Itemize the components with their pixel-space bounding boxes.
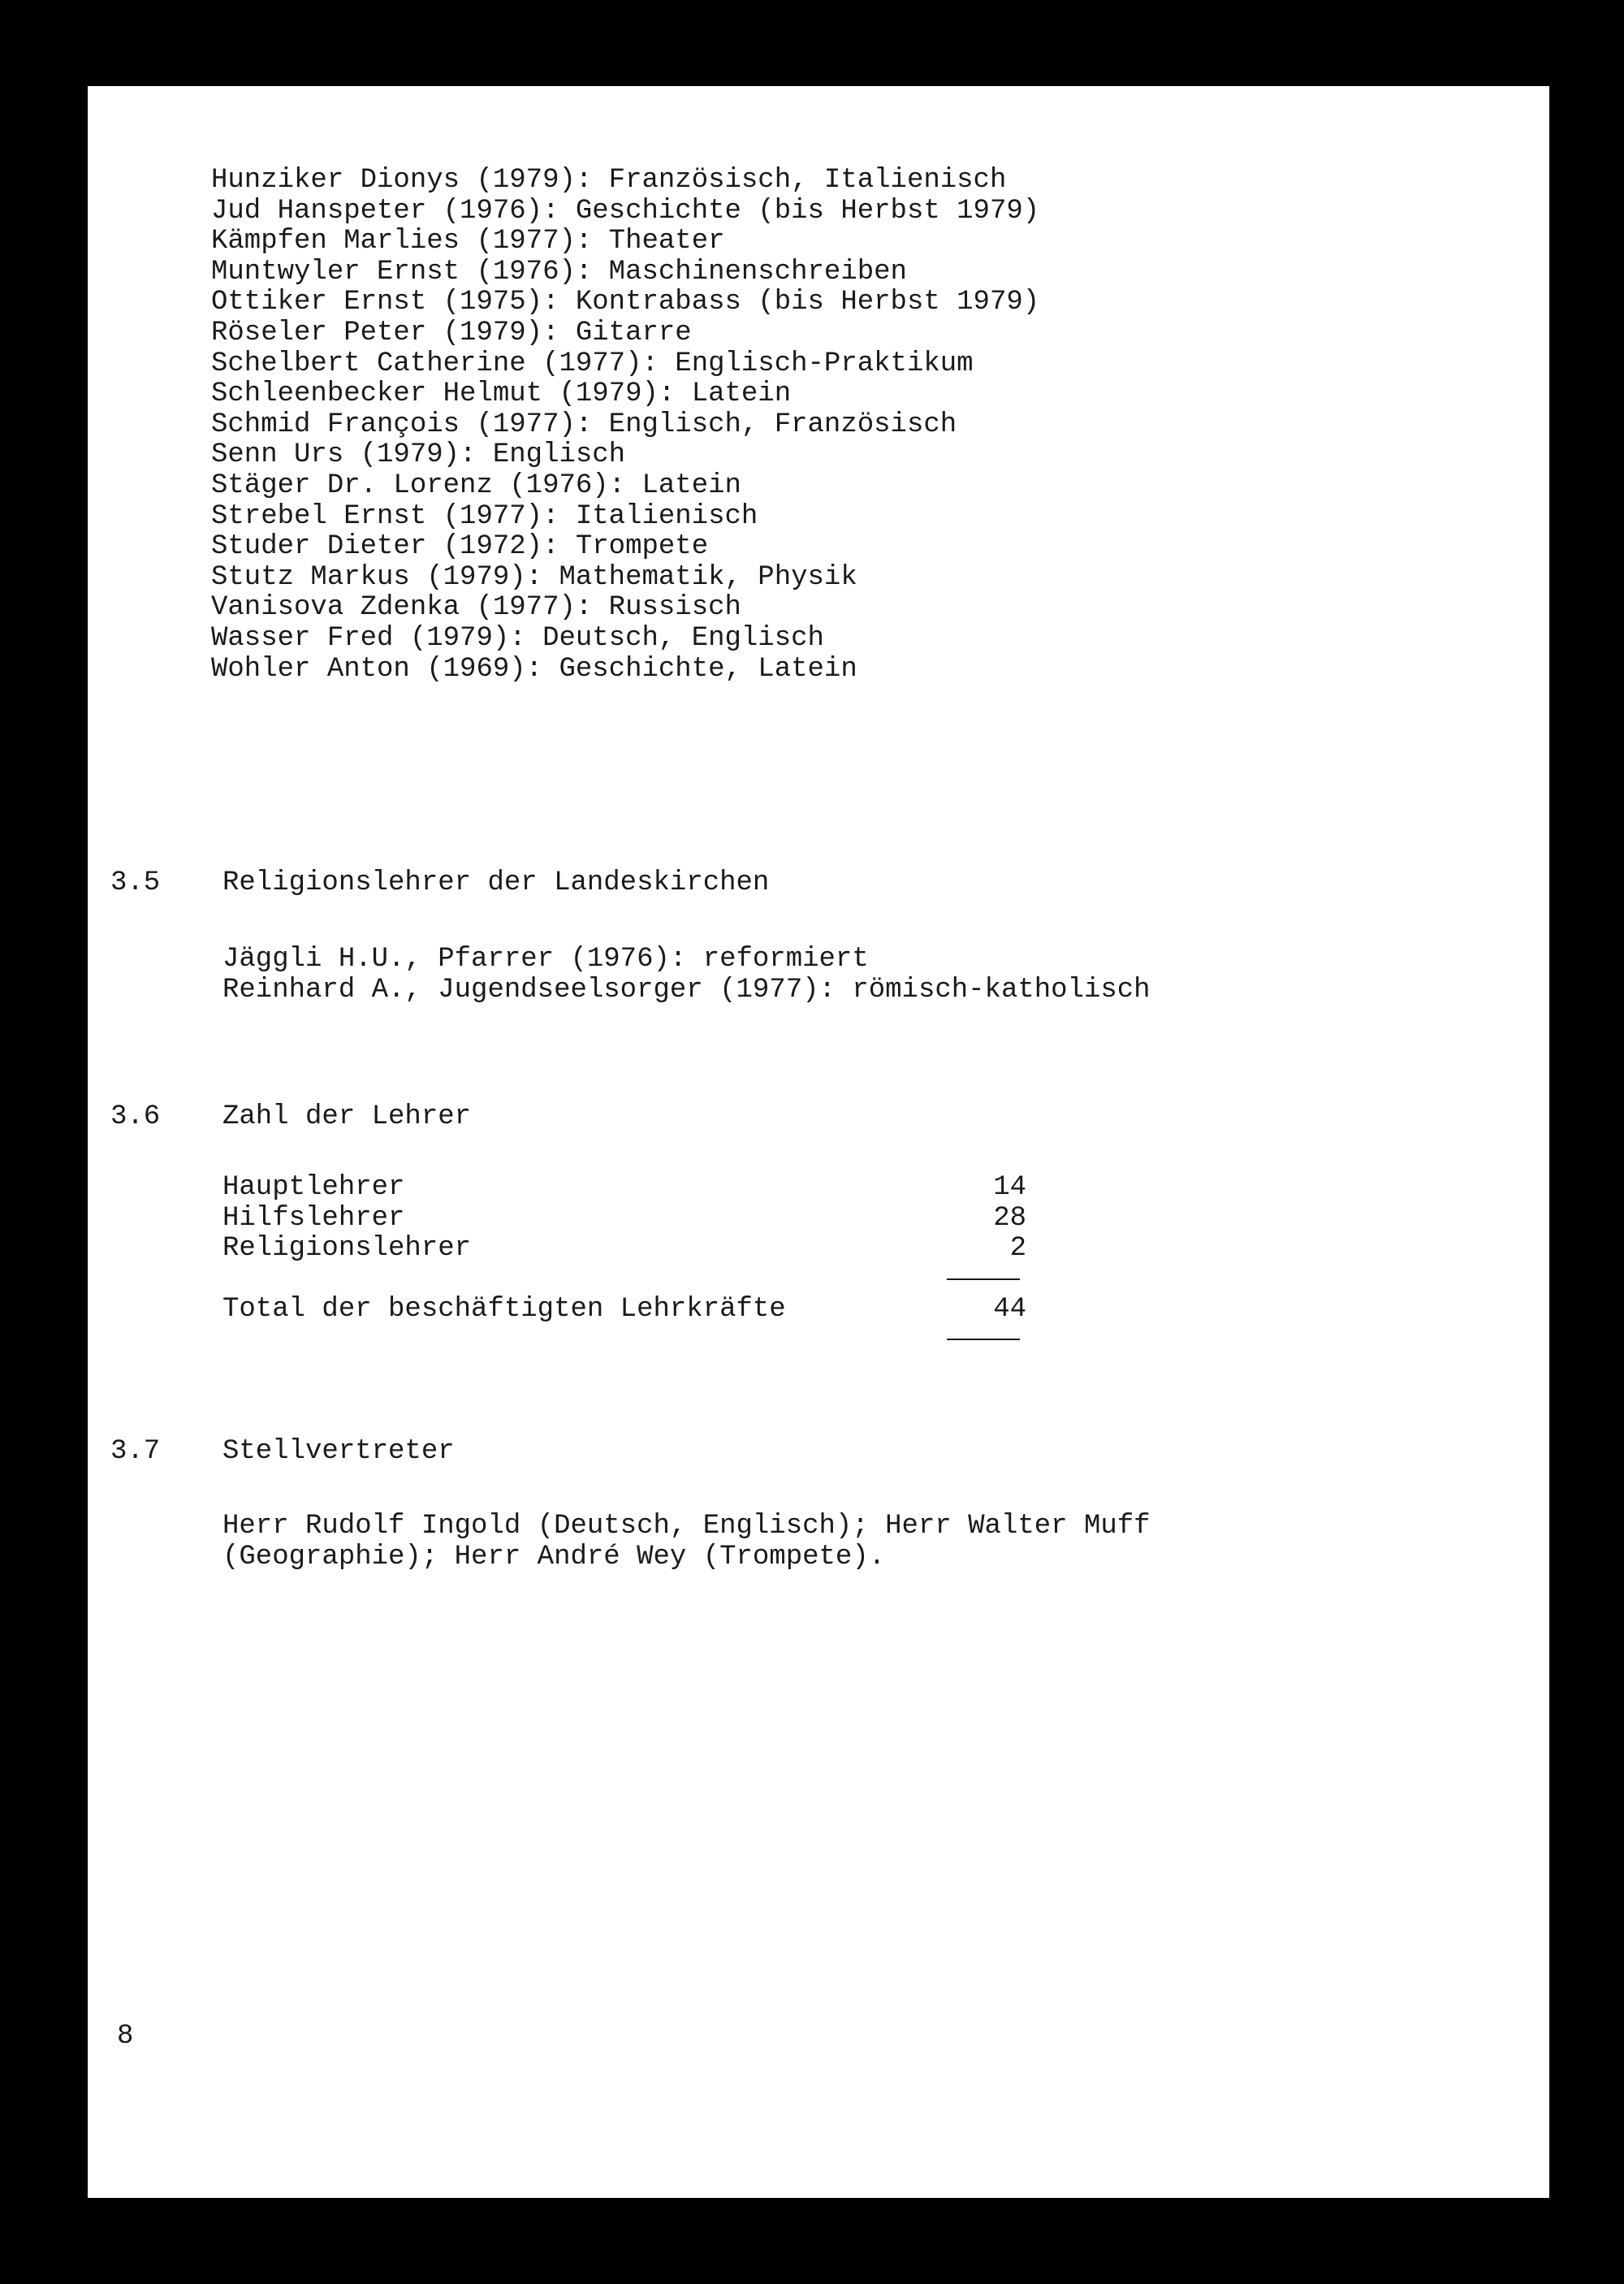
count-row [222,1204,1026,1235]
teacher-entry: Stutz Markus (1979): Mathematik, Physik [211,561,857,593]
count-label: Religionslehrer [222,1233,472,1264]
count-value: 2 [1009,1233,1026,1264]
teacher-entry: Strebel Ernst (1977): Italienisch [211,500,758,532]
count-value: 14 [993,1172,1026,1203]
teacher-entry: Jud Hanspeter (1976): Geschichte (bis Herbst 1979) [211,195,1040,227]
count-row [222,1173,1026,1204]
teacher-entry: Wasser Fred (1979): Deutsch, Englisch [211,622,824,654]
section-number: 3.5 [110,867,161,898]
count-total-value: 44 [993,1293,1026,1325]
count-row [222,1234,1026,1265]
teacher-entry: Ottiker Ernst (1975): Kontrabass (bis Herbst 1979) [211,287,1040,318]
teacher-entry: Hunziker Dionys (1979): Französisch, Italienisch [211,165,1007,196]
section-title: Religionslehrer der Landeskirchen [222,867,770,898]
section-title: Zahl der Lehrer [222,1101,472,1132]
section-number: 3.6 [110,1101,161,1132]
sum-rule [947,1278,1020,1280]
teacher-list [211,166,1039,685]
teacher-entry: Kämpfen Marlies (1977): Theater [211,226,725,257]
teacher-entry: Stäger Dr. Lorenz (1976): Latein [211,469,741,501]
count-total-label: Total der beschäftigten Lehrkräfte [222,1293,786,1325]
count-total-row [222,1295,1026,1326]
teacher-entry: Schleenbecker Helmut (1979): Latein [211,379,792,410]
religion-teacher-list [222,944,1151,1006]
substitute-paragraph [222,1511,1151,1572]
religion-teacher-entry: Jäggli H.U., Pfarrer (1976): reformiert [222,944,869,975]
count-label: Hilfslehrer [222,1202,405,1234]
teacher-entry: Röseler Peter (1979): Gitarre [211,317,692,348]
teacher-entry: Muntwyler Ernst (1976): Maschinenschreiben [211,256,907,288]
section-number: 3.7 [110,1436,161,1467]
section-title: Stellvertreter [222,1436,455,1467]
teacher-entry: Senn Urs (1979): Englisch [211,439,626,471]
count-label: Hauptlehrer [222,1172,405,1203]
teacher-count-table [222,1173,1026,1325]
teacher-entry: Vanisova Zdenka (1977): Russisch [211,592,741,624]
religion-teacher-entry: Reinhard A., Jugendseelsorger (1977): römisch-katholisch [222,975,1151,1006]
teacher-entry: Schelbert Catherine (1977): Englisch-Praktikum [211,348,974,379]
page-number: 8 [117,2021,134,2052]
substitute-line: Herr Rudolf Ingold (Deutsch, Englisch); Herr Walter Muff [222,1511,1151,1542]
teacher-entry: Schmid François (1977): Englisch, Französisch [211,409,957,440]
teacher-entry: Wohler Anton (1969): Geschichte, Latein [211,653,857,685]
substitute-line: (Geographie); Herr André Wey (Trompete). [222,1542,886,1572]
total-rule [947,1339,1020,1340]
count-value: 28 [993,1202,1026,1234]
teacher-entry: Studer Dieter (1972): Trompete [211,531,709,563]
